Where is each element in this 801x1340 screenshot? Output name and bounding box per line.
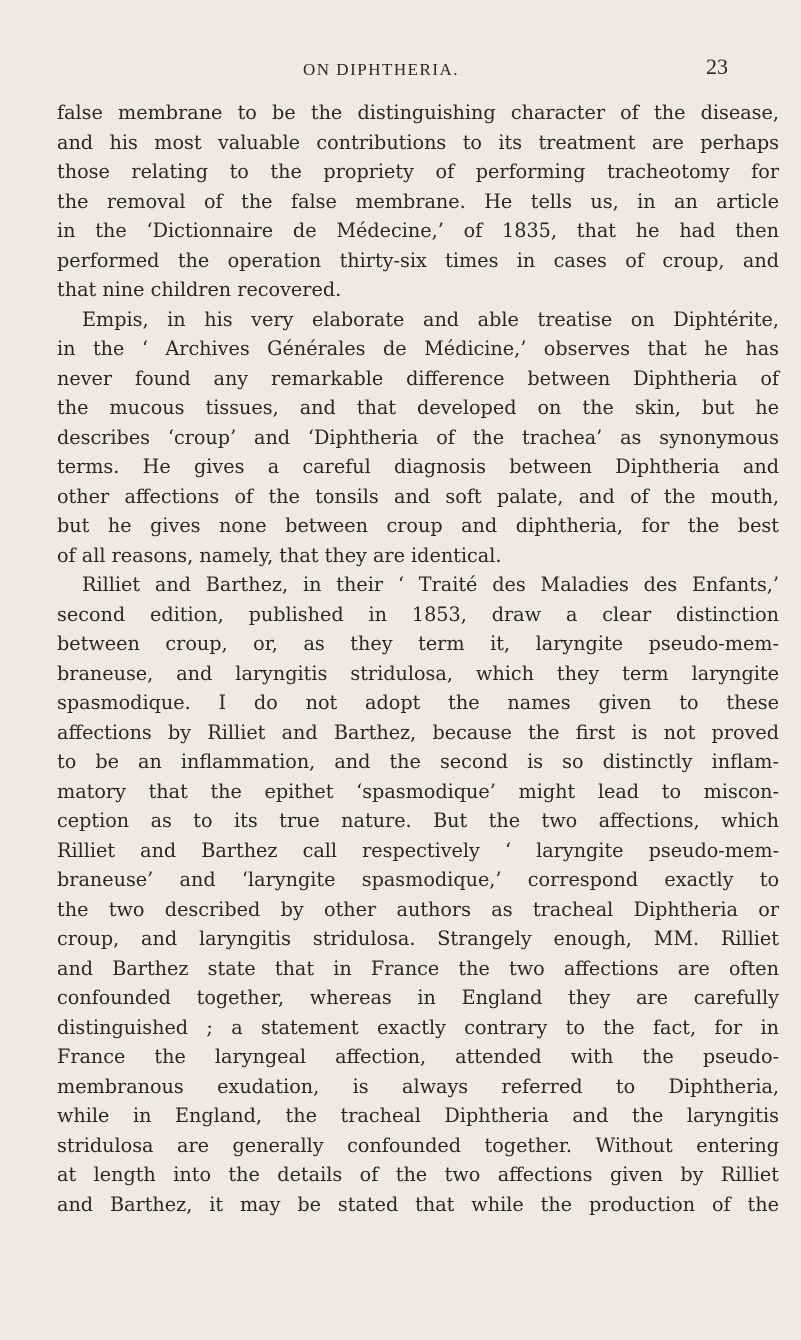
text-line: membranous exudation, is always referred to Diphtheria, xyxy=(57,1074,779,1098)
text-line: matory that the epithet ‘spasmodique’ might lead to miscon- xyxy=(57,779,779,803)
text-line: second edition, published in 1853, draw a clear distinction xyxy=(57,602,779,626)
page-number: 23 xyxy=(706,54,728,79)
text-line: spasmodique. I do not adopt the names given to these xyxy=(57,691,779,714)
text-line: confounded together, whereas in England they are carefully xyxy=(57,986,779,1009)
text-line: but he gives none between croup and diphtheria, for the best xyxy=(57,514,779,537)
text-line: braneuse’ and ‘laryngite spasmodique,’ correspond exactly to xyxy=(57,868,779,891)
text-line: distinguished ; a statement exactly contrary to the fact, for in xyxy=(57,1015,779,1039)
text-line: ception as to its true nature. But the two affections, which xyxy=(57,809,779,832)
text-line: and his most valuable contributions to its treatment are perhaps xyxy=(57,130,779,154)
running-head xyxy=(0,54,801,84)
text-line: and Barthez, it may be stated that while the production of the xyxy=(57,1192,779,1216)
text-line: never found any remarkable difference between Diphtheria of xyxy=(57,366,779,390)
text-line: Empis, in his very elaborate and able treatise on Diphtérite, xyxy=(82,307,779,331)
text-line: the removal of the false membrane. He tells us, in an article xyxy=(57,189,779,213)
text-line: at length into the details of the two affections given by Rilliet xyxy=(57,1163,779,1186)
text-line: affections by Rilliet and Barthez, because the first is not proved xyxy=(57,720,779,744)
text-line: and Barthez state that in France the two affections are often xyxy=(57,956,779,980)
text-line: Rilliet and Barthez, in their ‘ Traité des Maladies des Enfants,’ xyxy=(82,573,779,596)
text-line: while in England, the tracheal Diphtheria and the laryngitis xyxy=(57,1104,779,1127)
text-line: braneuse, and laryngitis stridulosa, which they term laryngite xyxy=(57,661,779,685)
text-line: performed the operation thirty-six times in cases of croup, and xyxy=(57,248,779,272)
running-title: ON DIPHTHERIA. xyxy=(303,60,460,79)
text-line: false membrane to be the distinguishing character of the disease, xyxy=(57,101,779,124)
text-line: those relating to the propriety of performing tracheotomy for xyxy=(57,160,779,183)
text-line: describes ‘croup’ and ‘Diphtheria of the trachea’ as synonymous xyxy=(57,425,779,449)
text-line: between croup, or, as they term it, laryngite pseudo-mem- xyxy=(57,632,779,655)
text-line: the mucous tissues, and that developed on the skin, but he xyxy=(57,396,779,419)
text-line: croup, and laryngitis stridulosa. Strangely enough, MM. Rilliet xyxy=(57,927,779,950)
text-line: to be an inflammation, and the second is so distinctly inflam- xyxy=(57,750,779,773)
text-line: France the laryngeal affection, attended with the pseudo- xyxy=(57,1045,779,1068)
text-line: Rilliet and Barthez call respectively ‘ laryngite pseudo-mem- xyxy=(57,838,779,862)
text-line: in the ‘ Archives Générales de Médicine,’ observes that he has xyxy=(57,337,779,360)
text-line: stridulosa are generally confounded together. Without entering xyxy=(57,1133,779,1157)
text-line: of all reasons, namely, that they are identical. xyxy=(57,543,502,567)
text-line: in the ‘Dictionnaire de Médecine,’ of 1835, that he had then xyxy=(57,219,779,242)
text-line: that nine children recovered. xyxy=(57,278,342,301)
text-line: the two described by other authors as tracheal Diphtheria or xyxy=(57,897,779,921)
text-line: other affections of the tonsils and soft palate, and of the mouth, xyxy=(57,484,779,508)
text-line: terms. He gives a careful diagnosis between Diphtheria and xyxy=(57,455,779,478)
body-text xyxy=(57,98,779,1219)
